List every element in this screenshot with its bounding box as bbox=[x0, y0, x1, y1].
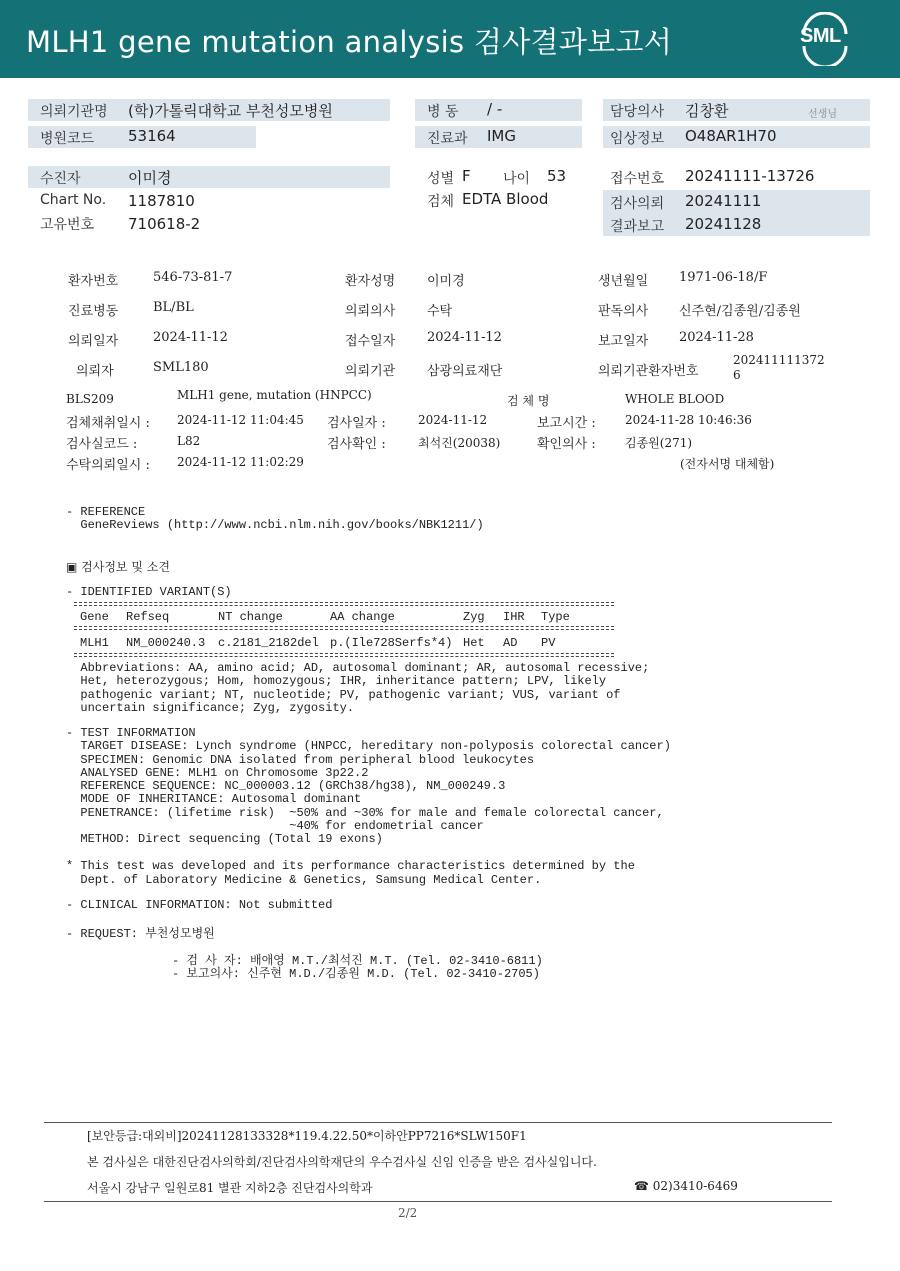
clinical-label: 임상정보 bbox=[610, 131, 665, 147]
age-value: 53 bbox=[547, 167, 567, 185]
specimen-value: EDTA Blood bbox=[462, 190, 549, 208]
col-header-gene: Gene bbox=[80, 610, 109, 624]
contract-label: 수탁의뢰일시 : bbox=[66, 458, 150, 473]
unique-label: 고유번호 bbox=[40, 217, 95, 233]
col-header-zyg: Zyg bbox=[463, 610, 485, 624]
findings-title: ▣ 검사정보 및 소견 bbox=[66, 560, 170, 574]
patient-no-label: 환자번호 bbox=[68, 274, 119, 289]
req-date-label: 의뢰일자 bbox=[68, 334, 119, 349]
institution-label: 의뢰기관명 bbox=[40, 104, 108, 120]
chart-label: Chart No. bbox=[40, 192, 107, 208]
req-doctor: 수탁 bbox=[427, 304, 453, 319]
inst-patient-no-label: 의뢰기관환자번호 bbox=[598, 364, 699, 379]
doctor-value: 김창환 bbox=[685, 102, 729, 120]
footer-bottom-rule bbox=[44, 1201, 832, 1202]
receipt-value: 20241111-13726 bbox=[685, 167, 815, 185]
variant-nt-change: c.2181_2182del bbox=[218, 636, 319, 650]
address-line: 서울시 강남구 일원로81 별관 지하2층 진단검사의학과 bbox=[87, 1181, 373, 1195]
specimen-label: 검체 bbox=[427, 194, 455, 210]
req-doctor-label: 의뢰의사 bbox=[345, 304, 396, 319]
report-title: MLH1 gene mutation analysis 검사결과보고서 bbox=[26, 25, 673, 59]
dept-value: IMG bbox=[487, 127, 516, 145]
receipt-label: 접수번호 bbox=[610, 171, 665, 187]
footer-top-rule bbox=[44, 1122, 832, 1123]
ward-label: 병 동 bbox=[427, 104, 459, 120]
result-label: 결과보고 bbox=[610, 219, 665, 235]
collect-label: 검체채취일시 : bbox=[66, 416, 150, 431]
table-bottom-rule-2 bbox=[74, 656, 614, 657]
hospital-code-label: 병원코드 bbox=[40, 131, 95, 147]
inst-patient-no-line2: 6 bbox=[733, 368, 741, 382]
test-name: MLH1 gene, mutation (HNPCC) bbox=[177, 388, 372, 402]
report-header bbox=[0, 0, 900, 78]
reference-line: GeneReviews (http://www.ncbi.nlm.nih.gov/books/NBK1211/) bbox=[66, 518, 484, 532]
confirm: 최석진(20038) bbox=[418, 436, 501, 450]
dept-label: 진료과 bbox=[427, 131, 468, 147]
patient-label: 수진자 bbox=[40, 171, 81, 187]
result-value: 20241128 bbox=[685, 215, 762, 233]
patient-name: 이미경 bbox=[427, 274, 465, 289]
unique-value: 710618-2 bbox=[128, 215, 201, 233]
report-date: 2024-11-28 bbox=[679, 330, 754, 345]
test-code: BLS209 bbox=[66, 392, 114, 406]
lab-code: L82 bbox=[177, 434, 201, 448]
collect-time: 2024-11-12 11:04:45 bbox=[177, 413, 304, 427]
dob: 1971-06-18/F bbox=[679, 270, 768, 285]
report-date-label: 보고일자 bbox=[598, 334, 649, 349]
col-header-type: Type bbox=[541, 610, 570, 624]
variant-refseq: NM_000240.3 bbox=[126, 636, 206, 650]
specimen-name: WHOLE BLOOD bbox=[625, 392, 725, 406]
receipt-date: 2024-11-12 bbox=[427, 330, 502, 345]
doctor-suffix: 선생님 bbox=[808, 109, 837, 120]
requester: SML180 bbox=[153, 360, 209, 375]
patient-value: 이미경 bbox=[128, 169, 172, 187]
developed-note: * This test was developed and its performance characteristics determined by the Dept. of Laboratory Medicine & Genetics, Samsung Medical Center. bbox=[66, 859, 635, 887]
variant-ihr: AD bbox=[503, 636, 518, 650]
hospital-code-value: 53164 bbox=[128, 127, 176, 145]
variant-zyg: Het bbox=[463, 636, 485, 650]
test-information: - TEST INFORMATION TARGET DISEASE: Lynch syndrome (HNPCC, hereditary non-polyposis colorectal cancer) SPECIMEN: Genomic DNA isolated from peripheral blood leukocytes ANALYSED GENE: MLH1 on Chromosome 3p22.2 REFERENCE SEQUENCE: NC_000003.12 (GRCh38/hg38), NM_000249.3 MODE OF INHERITANCE: Autosomal dominant PENETRANCE: (lifetime risk) ~50% and ~30% for male and female colorectal cancer, ~40% for endometrial cancer METHOD: Direct sequencing (Total 19 exons) bbox=[66, 726, 671, 847]
report-time: 2024-11-28 10:46:36 bbox=[625, 413, 752, 427]
phone-line: ☎ 02)3410-6469 bbox=[634, 1179, 738, 1193]
variant-type: PV bbox=[541, 636, 556, 650]
security-line: [보안등급:대외비]20241128133328*119.4.22.50*이하안PP7216*SLW150F1 bbox=[87, 1129, 527, 1143]
ward-detail-label: 진료병동 bbox=[68, 304, 119, 319]
dob-label: 생년월일 bbox=[598, 274, 649, 289]
lab-code-label: 검사실코드 : bbox=[66, 437, 138, 452]
certification-line: 본 검사실은 대한진단검사의학회/진단검사의학재단의 우수검사실 신임 인증을 받은 검사실입니다. bbox=[87, 1155, 597, 1169]
confirm-doctor-label: 확인의사 : bbox=[537, 437, 596, 452]
receipt-date-label: 접수일자 bbox=[345, 334, 396, 349]
variant-aa-change: p.(Ile728Serfs*4) bbox=[330, 636, 453, 650]
table-top-rule-2 bbox=[74, 605, 614, 606]
col-header-aa-change: AA change bbox=[330, 610, 395, 624]
table-bottom-rule bbox=[74, 653, 614, 654]
inst-patient-no-line1: 202411111372 bbox=[733, 353, 825, 367]
chart-value: 1187810 bbox=[128, 192, 195, 210]
req-inst-label: 의뢰기관 bbox=[345, 364, 396, 379]
test-date-label: 검사일자 : bbox=[327, 416, 386, 431]
contract-time: 2024-11-12 11:02:29 bbox=[177, 455, 304, 469]
table-mid-rule bbox=[74, 626, 614, 627]
patient-bar bbox=[28, 166, 390, 188]
confirm-label: 검사확인 : bbox=[327, 437, 386, 452]
col-header-ihr: IHR bbox=[503, 610, 525, 624]
doctor-label: 담당의사 bbox=[610, 104, 665, 120]
institution-value: (학)가톨릭대학교 부천성모병원 bbox=[128, 102, 333, 120]
clinical-value: O48AR1H70 bbox=[685, 127, 777, 145]
page-number: 2/2 bbox=[398, 1206, 418, 1220]
reading-doctor: 신주현/김종원/김종원 bbox=[679, 304, 801, 319]
examiner-info: - 검 사 자: 배애영 M.T./최석진 M.T. (Tel. 02-3410-6811) bbox=[172, 954, 543, 968]
reading-doctor-label: 판독의사 bbox=[598, 304, 649, 319]
req-date: 2024-11-12 bbox=[153, 330, 228, 345]
test-date: 2024-11-12 bbox=[418, 413, 488, 427]
age-label: 나이 bbox=[503, 171, 531, 187]
request-label: 검사의뢰 bbox=[610, 196, 665, 212]
abbreviations: Abbreviations: AA, amino acid; AD, autosomal dominant; AR, autosomal recessive; Het, heterozygous; Hom, homozygous; IHR, inheritance pattern; LPV, likely pathogenic variant; NT, nucleotide; PV, pathogenic variant; VUS, variant of uncertain significance; Zyg, zygosity. bbox=[80, 661, 650, 715]
sex-label: 성별 bbox=[427, 171, 455, 187]
col-header-refseq: Refseq bbox=[126, 610, 170, 624]
table-mid-rule-2 bbox=[74, 629, 614, 630]
req-inst: 삼광의료재단 bbox=[427, 364, 503, 379]
esign-note: (전자서명 대체함) bbox=[680, 457, 775, 471]
sex-value: F bbox=[462, 167, 471, 185]
request-info: - REQUEST: 부천성모병원 bbox=[66, 927, 215, 941]
patient-name-label: 환자성명 bbox=[345, 274, 396, 289]
col-header-nt-change: NT change bbox=[218, 610, 283, 624]
reference-title: - REFERENCE bbox=[66, 505, 146, 519]
confirm-doctor: 김종원(271) bbox=[625, 436, 693, 450]
clinical-info: - CLINICAL INFORMATION: Not submitted bbox=[66, 898, 333, 912]
variants-title: - IDENTIFIED VARIANT(S) bbox=[66, 585, 232, 599]
table-top-rule bbox=[74, 602, 614, 603]
patient-no: 546-73-81-7 bbox=[153, 270, 233, 285]
reporter-info: - 보고의사: 신주현 M.D./김종원 M.D. (Tel. 02-3410-2705) bbox=[172, 967, 540, 981]
report-time-label: 보고시간 : bbox=[537, 416, 596, 431]
requester-label: 의뢰자 bbox=[76, 364, 114, 379]
request-value: 20241111 bbox=[685, 192, 762, 210]
variant-gene: MLH1 bbox=[80, 636, 109, 650]
ward-detail: BL/BL bbox=[153, 300, 194, 315]
specimen-name-label: 검 체 명 bbox=[507, 394, 550, 408]
ward-value: / - bbox=[487, 100, 503, 118]
sml-logo-text: SML bbox=[800, 25, 841, 47]
